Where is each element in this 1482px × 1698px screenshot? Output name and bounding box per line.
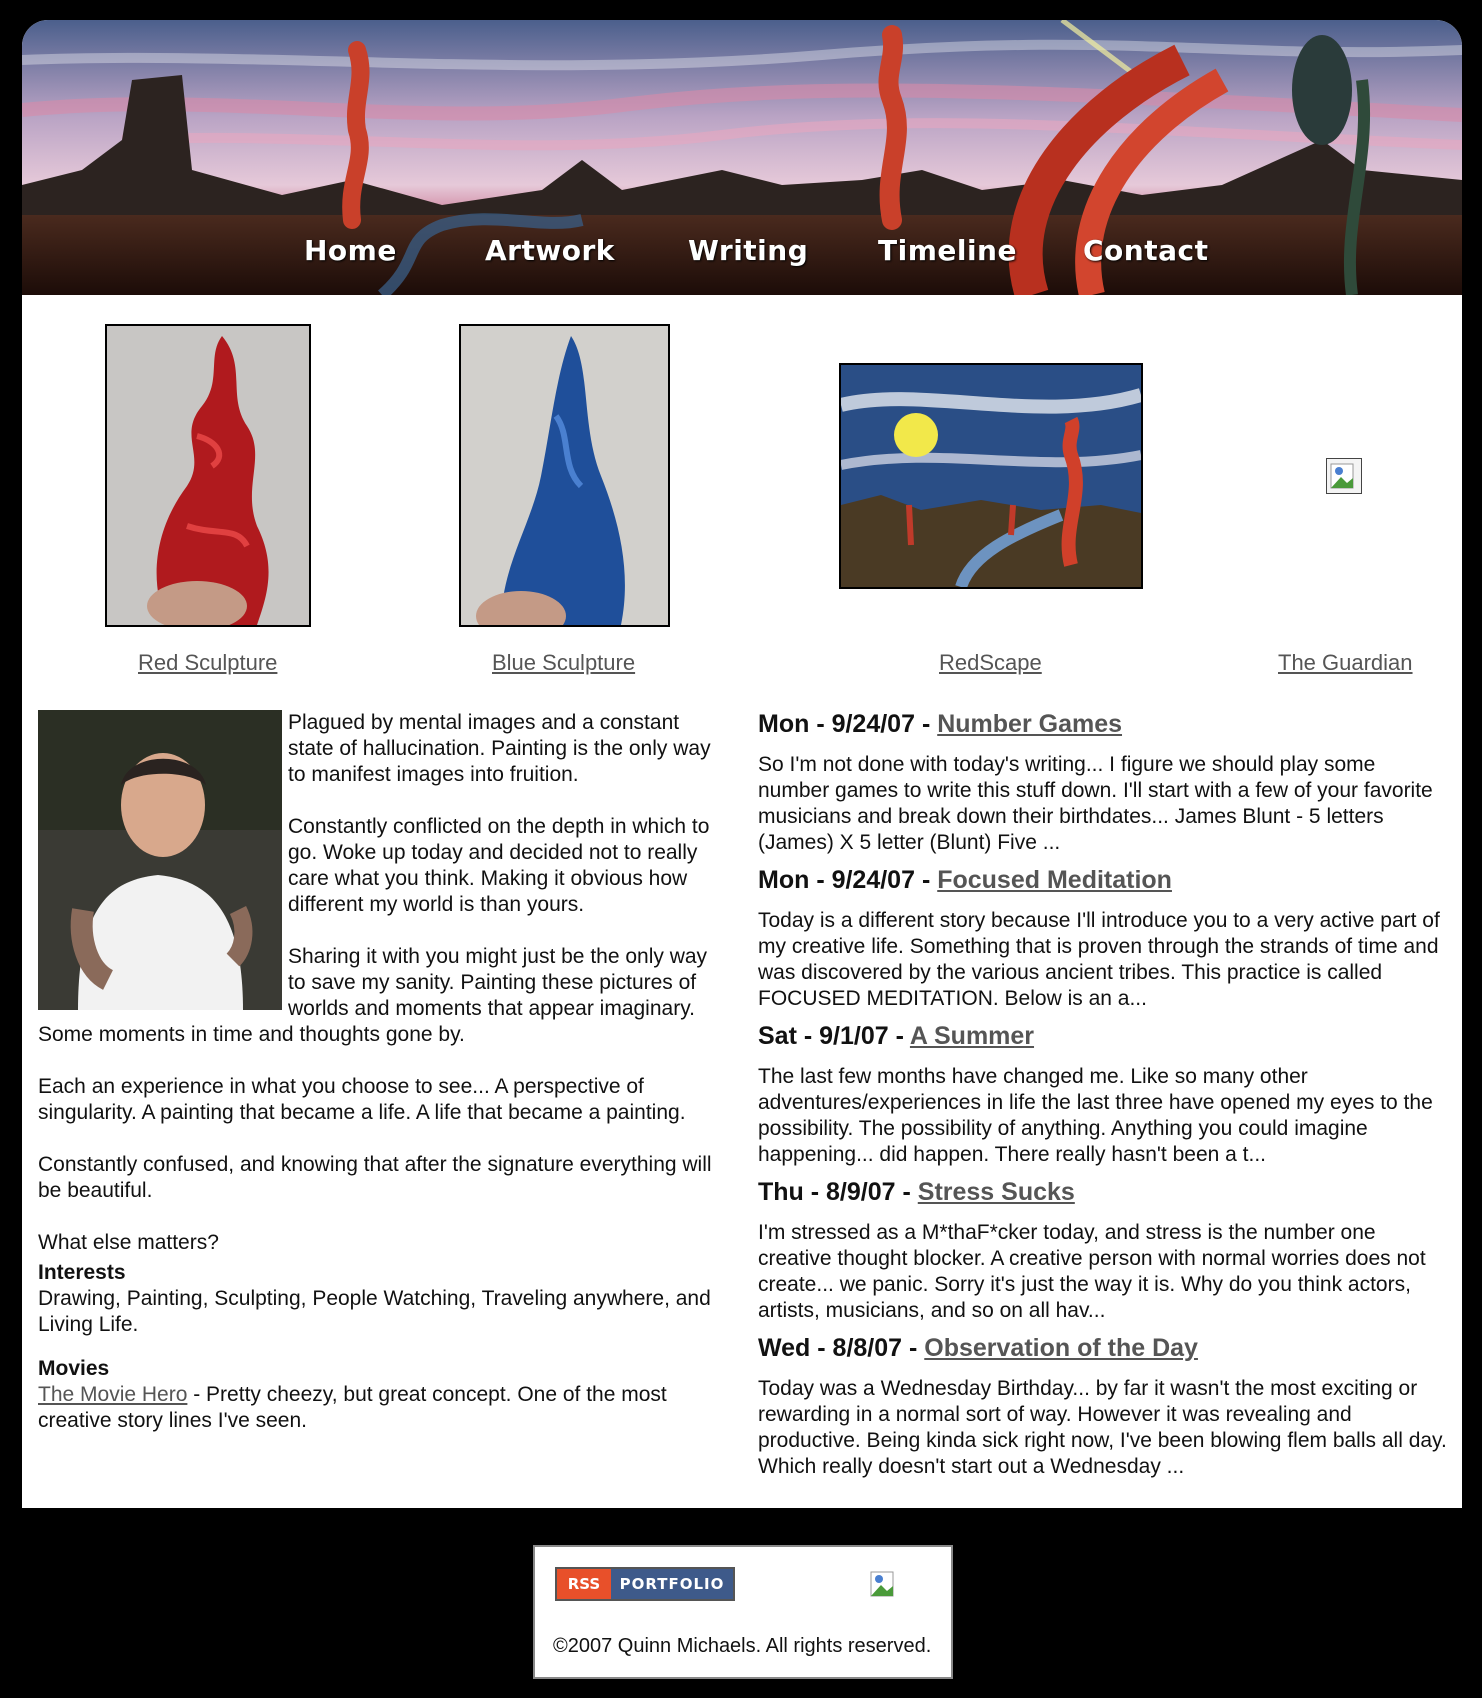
interests-heading: Interests <box>38 1261 126 1284</box>
movies-heading: Movies <box>38 1357 110 1380</box>
about-paragraph-2: Constantly conflicted on the depth in which to go. Woke up today and decided not to really care what you think. Making it obvious how different my world is than yours. <box>288 815 710 916</box>
portfolio-label: PORTFOLIO <box>611 1569 733 1599</box>
entry-excerpt: The last few months have changed me. Like so many other adventures/experiences in life the last three have opened my eyes to the possibility. The possibility of anything. Anything you could imagine happening... did happen. There really hasn't been a t... <box>758 1065 1433 1166</box>
entry-heading <box>758 1020 1448 1052</box>
redscape-caption-link[interactable]: RedScape <box>939 650 1042 675</box>
footer-broken-image-icon[interactable] <box>867 1567 901 1601</box>
rss-label: RSS <box>557 1569 611 1599</box>
movie-description: - Pretty cheezy, but great concept. One of the most creative story lines I've seen. <box>38 1383 667 1432</box>
entry-title-link[interactable]: Observation of the Day <box>924 1334 1198 1362</box>
red-sculpture-thumbnail[interactable] <box>105 324 311 627</box>
entry-excerpt: Today is a different story because I'll introduce you to a very active part of my creative life. Something that is proven through the strands of time and was discovered by the various ancient tribes. This practice is called FOCUSED MEDITATION. Below is an a... <box>758 909 1440 1010</box>
entry-item <box>758 1176 1448 1324</box>
entry-title-link[interactable]: A Summer <box>909 1022 1035 1050</box>
about-paragraph-3: Sharing it with you might just be the only way to save my sanity. Painting these pictures of worlds and moments that appear imaginary. Some moments in time and thoughts gone by. <box>38 945 708 1046</box>
entry-excerpt: Today was a Wednesday Birthday... by far it wasn't the most exciting or rewarding in a normal sort of way. However it was revealing and productive. Being kinda sick right now, I've been blowing flem balls all day. Which really doesn't start out a Wednesday ... <box>758 1377 1447 1478</box>
entry-title-link[interactable]: Stress Sucks <box>917 1178 1075 1206</box>
entry-date: Thu - 8/9/07 - <box>758 1178 918 1206</box>
redscape-thumbnail[interactable] <box>839 363 1143 589</box>
blue-sculpture-caption-link[interactable]: Blue Sculpture <box>492 650 636 675</box>
entry-title-link[interactable]: Focused Meditation <box>937 866 1172 894</box>
entry-heading <box>758 1176 1448 1208</box>
entry-date: Wed - 8/8/07 - <box>758 1334 925 1362</box>
writing-entries <box>758 708 1448 1488</box>
entry-excerpt: So I'm not done with today's writing... I figure we should play some number games to write this stuff down. I'll start with a few of your favorite musicians and break down their birthdates... James Blunt - 5 letters (James) X 5 letter (Blunt) Five ... <box>758 753 1433 854</box>
red-sculpture-caption-link[interactable]: Red Sculpture <box>138 650 278 675</box>
guardian-broken-image-icon[interactable] <box>1326 458 1362 494</box>
profile-photo <box>38 710 282 1010</box>
nav-home-link[interactable]: Home <box>304 234 397 267</box>
entry-date: Sat - 9/1/07 - <box>758 1022 910 1050</box>
about-paragraph-4: Each an experience in what you choose to see... A perspective of singularity. A painting that became a life. A life that became a painting. <box>38 1075 686 1124</box>
movie-hero-link[interactable]: The Movie Hero <box>38 1383 188 1406</box>
nav-writing-link[interactable]: Writing <box>688 234 809 267</box>
entry-date: Mon - 9/24/07 - <box>758 710 938 738</box>
movies-text <box>38 1382 718 1434</box>
rss-portfolio-badge[interactable] <box>555 1567 735 1601</box>
nav-contact-link[interactable]: Contact <box>1083 234 1209 267</box>
about-paragraph-5: Constantly confused, and knowing that after the signature everything will be beautiful. <box>38 1153 712 1202</box>
blue-sculpture-thumbnail[interactable] <box>459 324 670 627</box>
entry-heading <box>758 1332 1448 1364</box>
about-paragraph-6: What else matters? <box>38 1231 219 1254</box>
footer-box <box>533 1545 953 1679</box>
about-paragraph-1: Plagued by mental images and a constant state of hallucination. Painting is the only way to manifest images into fruition. <box>288 711 711 786</box>
entry-heading <box>758 864 1448 896</box>
interests-text: Drawing, Painting, Sculpting, People Watching, Traveling anywhere, and Living Life. <box>38 1287 711 1336</box>
entry-item <box>758 864 1448 1012</box>
about-section <box>38 710 718 1460</box>
header-banner <box>22 20 1462 295</box>
entry-item <box>758 1332 1448 1480</box>
nav-artwork-link[interactable]: Artwork <box>485 234 615 267</box>
guardian-caption-link[interactable]: The Guardian <box>1278 650 1413 675</box>
entry-item <box>758 1020 1448 1168</box>
entry-date: Mon - 9/24/07 - <box>758 866 938 894</box>
entry-excerpt: I'm stressed as a M*thaF*cker today, and stress is the number one creative thought blocker. A creative person with normal worries does not create... we panic. Sorry it's just the way it is. Why do you think actors, artists, musicians, and so on all hav... <box>758 1221 1426 1322</box>
entry-title-link[interactable]: Number Games <box>937 710 1123 738</box>
entry-item <box>758 708 1448 856</box>
copyright-text: ©2007 Quinn Michaels. All rights reserved. <box>553 1635 932 1657</box>
main-nav <box>22 234 1462 284</box>
entry-heading <box>758 708 1448 740</box>
page-container <box>22 20 1462 1508</box>
nav-timeline-link[interactable]: Timeline <box>878 234 1017 267</box>
